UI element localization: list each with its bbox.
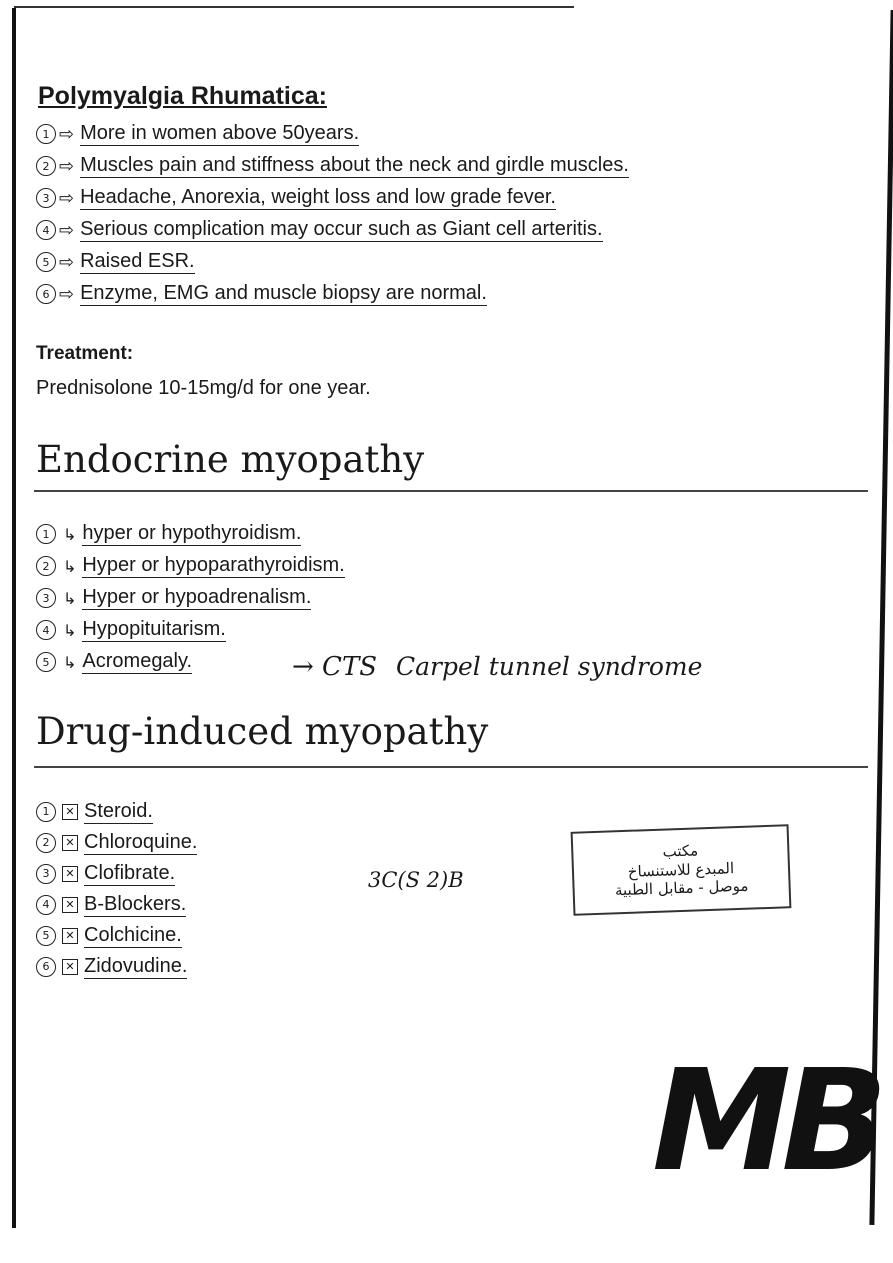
mb-logo: MB — [652, 1040, 879, 1203]
hook-arrow-icon: ↳ — [63, 620, 77, 640]
handwritten-carpel-tunnel-note: Carpel tunnel syndrome — [396, 652, 703, 681]
shop-stamp — [571, 824, 792, 916]
page-edge-top — [14, 6, 574, 8]
circled-number: 4 — [36, 220, 56, 240]
drug-title: Drug-induced myopathy — [36, 710, 489, 753]
pmr-title: Polymyalgia Rhumatica: — [38, 82, 327, 110]
stamp-line: مكتب — [662, 841, 699, 861]
section-divider — [34, 490, 868, 492]
list-item — [36, 889, 197, 920]
arrow-icon: ⇨ — [59, 283, 75, 305]
circled-number: 1 — [36, 802, 56, 822]
checkbox-x-icon: ✕ — [62, 959, 78, 975]
checkbox-x-icon: ✕ — [62, 897, 78, 913]
list-item-text: Steroid. — [84, 799, 153, 822]
arrow-icon: ⇨ — [59, 251, 75, 273]
page-edge-left — [12, 8, 16, 1228]
treatment-text: Prednisolone 10-15mg/d for one year. — [36, 377, 371, 399]
list-item — [36, 796, 197, 827]
handwritten-cts-note: → CTS — [292, 652, 378, 682]
circled-number: 6 — [36, 957, 56, 977]
circled-number: 1 — [36, 124, 56, 144]
circled-number: 2 — [36, 156, 56, 176]
list-item-text: Acromegaly. — [82, 650, 193, 672]
circled-number: 3 — [36, 188, 56, 208]
list-item — [36, 614, 345, 646]
list-item — [36, 582, 345, 614]
checkbox-x-icon: ✕ — [62, 804, 78, 820]
hook-arrow-icon: ↳ — [63, 524, 77, 544]
circled-number: 5 — [36, 652, 56, 672]
list-item — [36, 858, 197, 889]
endocrine-title: Endocrine myopathy — [36, 438, 425, 481]
list-item — [36, 118, 629, 150]
treatment-heading: Treatment: — [36, 343, 134, 364]
list-item-text: Chloroquine. — [84, 830, 198, 853]
list-item — [36, 182, 629, 214]
list-item-text: Serious complication may occur such as Giant cell arteritis. — [80, 218, 603, 240]
list-item-text: Hyper or hypoadrenalism. — [82, 586, 312, 608]
list-item-text: Enzyme, EMG and muscle biopsy are normal. — [80, 282, 487, 304]
handwritten-mnemonic-note: 3C(S 2)B — [368, 868, 464, 892]
list-item-text: Clofibrate. — [84, 861, 176, 884]
stamp-line: المبدع للاستنساخ — [627, 858, 735, 881]
list-item — [36, 278, 629, 310]
list-item — [36, 214, 629, 246]
circled-number: 2 — [36, 833, 56, 853]
list-item-text: Zidovudine. — [84, 954, 188, 977]
circled-number: 6 — [36, 284, 56, 304]
circled-number: 4 — [36, 895, 56, 915]
circled-number: 5 — [36, 252, 56, 272]
circled-number: 2 — [36, 556, 56, 576]
stamp-line: موصل - مقابل الطبية — [614, 877, 749, 900]
checkbox-x-icon: ✕ — [62, 928, 78, 944]
circled-number: 3 — [36, 588, 56, 608]
list-item — [36, 246, 629, 278]
section-divider — [34, 766, 868, 768]
list-item-text: B-Blockers. — [84, 892, 187, 915]
arrow-icon: ⇨ — [59, 123, 75, 145]
circled-number: 4 — [36, 620, 56, 640]
list-item — [36, 150, 629, 182]
list-item-text: More in women above 50years. — [80, 122, 360, 144]
list-item — [36, 518, 345, 550]
list-item — [36, 920, 197, 951]
list-item-text: Hypopituitarism. — [82, 618, 226, 640]
hook-arrow-icon: ↳ — [63, 556, 77, 576]
arrow-icon: ⇨ — [59, 219, 75, 241]
list-item-text: Hyper or hypoparathyroidism. — [82, 554, 345, 576]
list-item — [36, 827, 197, 858]
list-item — [36, 951, 197, 982]
list-item-text: Colchicine. — [84, 923, 182, 946]
arrow-icon: ⇨ — [59, 155, 75, 177]
pmr-list — [36, 118, 629, 310]
list-item-text: Headache, Anorexia, weight loss and low grade fever. — [80, 186, 556, 208]
circled-number: 5 — [36, 926, 56, 946]
circled-number: 1 — [36, 524, 56, 544]
checkbox-x-icon: ✕ — [62, 835, 78, 851]
list-item-text: Raised ESR. — [80, 250, 195, 272]
hook-arrow-icon: ↳ — [63, 652, 77, 672]
drug-list — [36, 796, 197, 982]
checkbox-x-icon: ✕ — [62, 866, 78, 882]
list-item-text: hyper or hypothyroidism. — [82, 522, 302, 544]
list-item — [36, 550, 345, 582]
hook-arrow-icon: ↳ — [63, 588, 77, 608]
arrow-icon: ⇨ — [59, 187, 75, 209]
list-item-text: Muscles pain and stiffness about the neck and girdle muscles. — [80, 154, 629, 176]
circled-number: 3 — [36, 864, 56, 884]
